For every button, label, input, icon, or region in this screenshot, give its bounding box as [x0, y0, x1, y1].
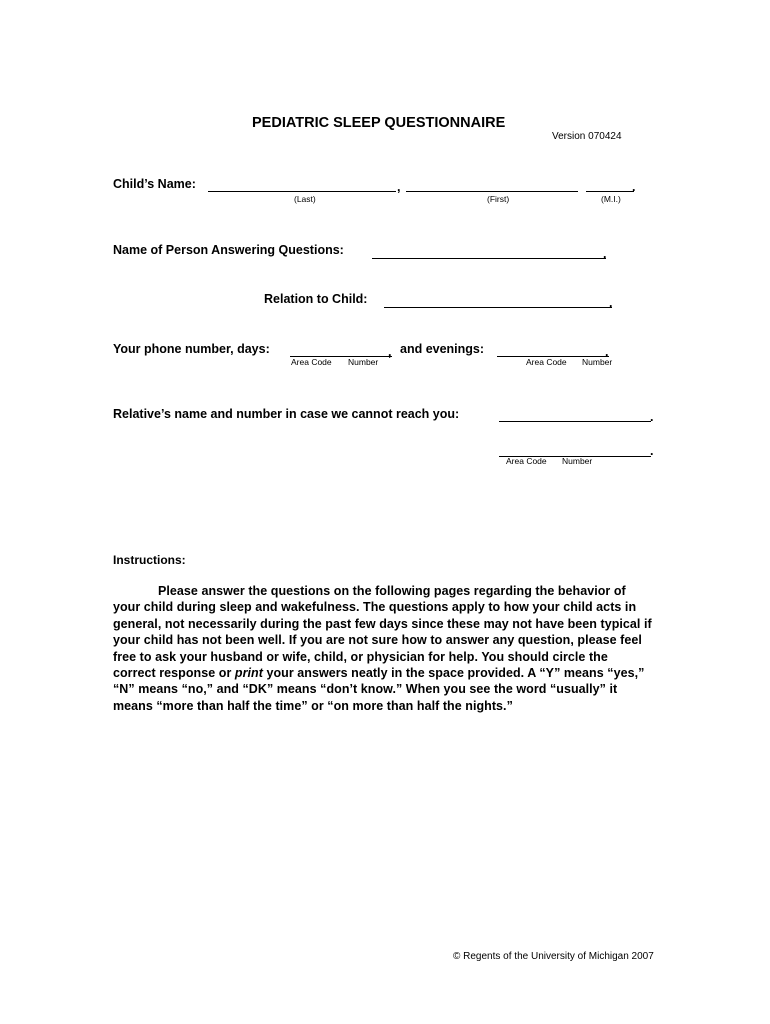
- child-last-name-field[interactable]: [208, 178, 396, 192]
- relation-label: Relation to Child:: [264, 292, 368, 306]
- relative-number-field[interactable]: [499, 443, 654, 458]
- relative-number-caption: Number: [562, 456, 593, 466]
- relative-name-period: .: [650, 410, 654, 424]
- child-name-comma: ,: [397, 180, 401, 194]
- phone-days-field[interactable]: [290, 343, 392, 357]
- relation-field[interactable]: [384, 294, 612, 308]
- relative-area-code-caption: Area Code: [506, 456, 547, 466]
- child-first-name-field[interactable]: [406, 178, 578, 192]
- form-title: PEDIATRIC SLEEP QUESTIONNAIRE: [252, 115, 506, 131]
- phone-days-area-code-caption: Area Code: [291, 357, 332, 367]
- relative-name-field[interactable]: [499, 408, 654, 424]
- version-label: Version 070424: [552, 131, 622, 142]
- relative-number-period: .: [650, 444, 654, 458]
- child-name-period: .: [632, 180, 636, 194]
- phone-evenings-field[interactable]: [497, 343, 609, 357]
- phone-evenings-area-code-caption: Area Code: [526, 357, 567, 367]
- phone-evenings-label: and evenings:: [400, 342, 485, 356]
- phone-days-label: Your phone number, days:: [113, 342, 270, 356]
- relative-label: Relative’s name and number in case we cannot reach you:: [113, 407, 460, 421]
- first-caption: (First): [487, 194, 510, 204]
- phone-days-comma: ,: [388, 345, 392, 359]
- phone-days-number-caption: Number: [348, 357, 379, 367]
- phone-evenings-period: .: [605, 345, 609, 359]
- instructions-text-part1: Please answer the questions on the following pages regarding the behavior of your child during sleep and wakefulness. The questions apply to how your child acts in general, not necessarily during the past few days since these may not have been typical if your child has not been well. If you are not sure how to answer any question, please feel free to ask your husband or wife, child, or physician for help. You should circle the correct response or: [113, 584, 652, 681]
- child-name-label: Child’s Name:: [113, 177, 196, 191]
- child-middle-initial-field[interactable]: [586, 178, 634, 192]
- instructions-heading: Instructions:: [113, 553, 186, 567]
- relation-period: .: [609, 296, 613, 310]
- phone-evenings-number-caption: Number: [582, 357, 613, 367]
- person-answering-field[interactable]: [372, 245, 606, 259]
- person-answering-label: Name of Person Answering Questions:: [113, 243, 344, 257]
- person-answering-period: .: [603, 247, 607, 261]
- last-caption: (Last): [294, 194, 316, 204]
- instructions-paragraph: [113, 583, 653, 714]
- instructions-text-part2: your answers neatly in the space provided. A “Y” means “yes,” “N” means “no,” and “DK” means “don’t know.” When you see the word “usually” it means “more than half the time” or “on more than half the nights.”: [113, 666, 645, 713]
- copyright-footer: © Regents of the University of Michigan 2007: [453, 951, 654, 962]
- mi-caption: (M.I.): [601, 194, 621, 204]
- instructions-print-word: print: [234, 666, 263, 681]
